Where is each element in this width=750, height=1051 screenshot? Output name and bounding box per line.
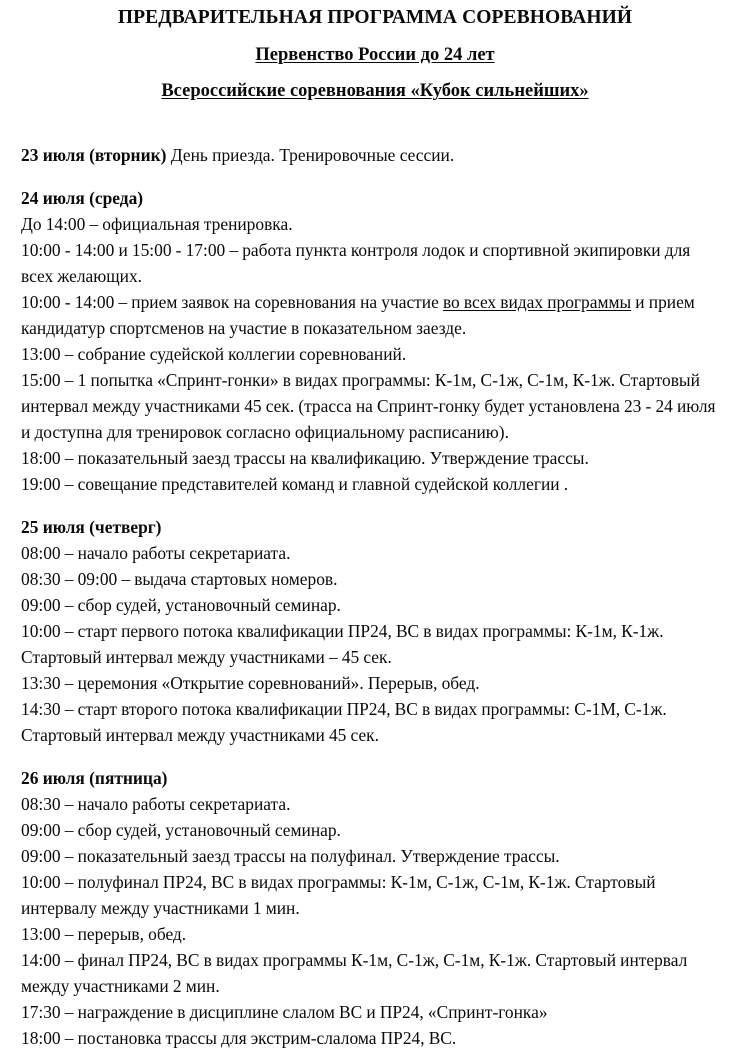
schedule-day-group — [21, 185, 717, 497]
schedule-day-heading-note: День приезда. Тренировочные сессии. — [166, 144, 455, 165]
schedule-day-group — [21, 514, 717, 748]
schedule-day-date: 24 июля (среда) — [21, 187, 144, 208]
schedule-day-group — [21, 765, 717, 1051]
schedule-day-group — [21, 142, 717, 168]
schedule-day-date: 26 июля (пятница) — [21, 768, 168, 789]
schedule-entry: 17:30 – награждение в дисциплине слалом ВС и ПР24, «Спринт-гонка» — [21, 1002, 548, 1023]
schedule-entry: 14:30 – старт второго потока квалификации ПР24, ВС в видах программы: С-1М, С-1ж. Стартовый интервал между участниками 45 сек. — [21, 699, 667, 746]
schedule-entry: 18:00 – постановка трассы для экстрим-слалома ПР24, ВС. — [21, 1028, 457, 1049]
schedule-entry: 13:30 – церемония «Открытие соревнований». Перерыв, обед. — [21, 673, 480, 694]
schedule-entry: 09:00 – сбор судей, установочный семинар. — [21, 595, 341, 616]
schedule-entry: 15:00 – 1 попытка «Спринт-гонки» в видах программы: К-1м, С-1ж, С-1м, К-1ж. Стартовый интервал между участниками 45 сек. (трасса на Спринт-гонку будет установлена 23 - 24 июля и доступна для тренировок согласно официальному расписанию). — [21, 370, 716, 443]
schedule-entry: 13:00 – собрание судейской коллегии соревнований. — [21, 344, 407, 365]
schedule-entry: До 14:00 – официальная тренировка. — [21, 213, 293, 234]
schedule-entry: 08:30 – 09:00 – выдача стартовых номеров. — [21, 569, 338, 590]
schedule-entry — [21, 289, 717, 341]
schedule-day-heading — [21, 765, 717, 791]
schedule-entry: 10:00 – полуфинал ПР24, ВС в видах программы: К-1м, С-1ж, С-1м, К-1ж. Стартовый интервалу между участниками 1 мин. — [21, 872, 656, 919]
schedule-day-date: 25 июля (четверг) — [21, 517, 162, 538]
schedule-entry: 13:00 – перерыв, обед. — [21, 924, 187, 945]
schedule-entry: 08:30 – начало работы секретариата. — [21, 794, 291, 815]
document-subtitle-secondary — [0, 80, 750, 103]
document-subtitle-secondary-text: Всероссийские соревнования «Кубок сильнейших» — [161, 81, 589, 102]
document-title: ПРЕДВАРИТЕЛЬНАЯ ПРОГРАММА СОРЕВНОВАНИЙ — [117, 7, 633, 28]
schedule-entry: 08:00 – начало работы секретариата. — [21, 543, 291, 564]
schedule-entry-text: 10:00 - 14:00 – прием заявок на соревнования на участие — [21, 291, 443, 312]
schedule-day-date: 23 июля (вторник) — [21, 144, 167, 165]
schedule-entry: 09:00 – показательный заезд трассы на полуфинал. Утверждение трассы. — [21, 846, 560, 867]
document-subtitle-primary-text: Первенство России до 24 лет — [255, 44, 495, 65]
schedule-entry-text: и прием кандидатур спортсменов на участие в показательном заезде. — [21, 291, 695, 338]
schedule-entry-emphasis: во всех видах программы — [442, 291, 632, 312]
schedule-day-heading — [21, 185, 717, 211]
schedule-entry: 14:00 – финал ПР24, ВС в видах программы К-1м, С-1ж, С-1м, К-1ж. Стартовый интервал между участниками 2 мин. — [21, 950, 688, 997]
title-block — [0, 0, 750, 103]
schedule-day-heading — [21, 142, 717, 168]
schedule-entry: 10:00 – старт первого потока квалификации ПР24, ВС в видах программы: К-1м, К-1ж. Стартовый интервал между участниками – 45 сек. — [21, 621, 664, 668]
schedule-body — [0, 142, 750, 1051]
schedule-entry: 18:00 – показательный заезд трассы на квалификацию. Утверждение трассы. — [21, 448, 589, 469]
schedule-day-heading — [21, 514, 717, 540]
document-subtitle-primary — [0, 44, 750, 67]
schedule-entry: 19:00 – совещание представителей команд и главной судейской коллегии . — [21, 474, 569, 495]
schedule-entry: 09:00 – сбор судей, установочный семинар. — [21, 820, 341, 841]
schedule-entry: 10:00 - 14:00 и 15:00 - 17:00 – работа пункта контроля лодок и спортивной экипировки для всех желающих. — [21, 239, 691, 286]
